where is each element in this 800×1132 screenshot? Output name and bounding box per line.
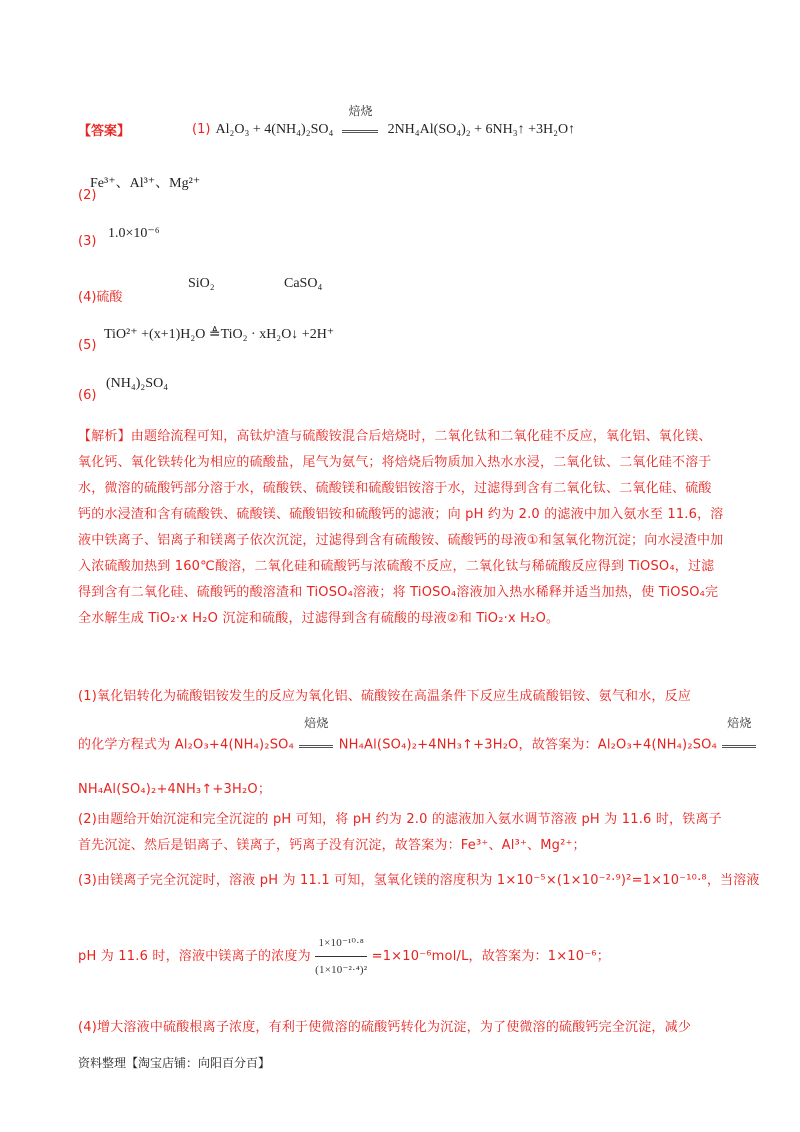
analysis-4: (4)增大溶液中硫酸根离子浓度，有利于使微溶的硫酸钙转化为沉淀，为了使微溶的硫酸钙完全沉淀，减少	[78, 1020, 692, 1035]
analysis-1-eq-middle: NH₄Al(SO₄)₂+4NH₃↑+3H₂O，故答案为：Al₂O₃+4(NH₄)₂SO₄	[338, 737, 718, 753]
analysis-1-condition-arrow-2	[722, 716, 756, 758]
answer-3-value: 1.0×10⁻⁶	[108, 226, 160, 241]
answer-1-number: (1)	[192, 122, 211, 137]
analysis-1-line-a: (1)氧化铝转化为硫酸铝铵发生的反应为氧化铝、硫酸铵在高温条件下反应生成硫酸铝铵、氨气和水，反应	[78, 689, 692, 704]
analysis-3-line-a: (3)由镁离子完全沉淀时，溶液 pH 为 11.1 可知，氢氧化镁的溶度积为 1×10⁻⁵×(1×10⁻²·⁹)²=1×10⁻¹⁰·⁸，当溶液	[78, 873, 760, 888]
analysis-3-text-a: pH 为 11.6 时，溶液中镁离子的浓度为	[78, 949, 311, 964]
analysis-1-condition: 焙烧	[304, 716, 329, 730]
answer-heading: 【答案】	[78, 124, 131, 139]
answer-4-number: (4)硫酸	[78, 290, 123, 305]
answer-4-a: SiO₂	[188, 276, 215, 291]
answer-4-b: CaSO₄	[284, 276, 323, 291]
answer-1-reactants: Al₂O₃ + 4(NH₄)₂SO₄	[215, 122, 334, 137]
analysis-1-condition-2: 焙烧	[727, 716, 752, 730]
answer-5-number: (5)	[78, 338, 97, 353]
answer-5-equation: TiO²⁺ +(x+1)H₂O ≜TiO₂ · xH₂O↓ +2H⁺	[104, 327, 335, 342]
footer-source: 资料整理【淘宝店铺：向阳百分百】	[78, 1056, 271, 1070]
fraction-denominator: (1×10⁻²·⁴)²	[315, 964, 368, 976]
analysis-3-line-b	[78, 930, 610, 983]
answer-2-ions: Fe³⁺、Al³⁺、Mg²⁺	[90, 176, 201, 191]
fraction-numerator: 1×10⁻¹⁰·⁸	[315, 930, 367, 957]
analysis-1-line-b	[78, 716, 757, 759]
answer-3-number: (3)	[78, 234, 97, 249]
answer-2-number: (2)	[78, 188, 97, 203]
analysis-3-fraction	[315, 930, 367, 983]
answer-1-condition: 焙烧	[348, 104, 373, 118]
answer-6-formula: (NH₄)₂SO₄	[106, 376, 169, 391]
answer-1-condition-arrow	[342, 104, 378, 138]
answer-1-products: 2NH₄Al(SO₄)₂ + 6NH₃↑ +3H₂O↑	[387, 122, 576, 137]
analysis-3-text-b: =1×10⁻⁶mol/L，故答案为：1×10⁻⁶；	[371, 949, 610, 964]
analysis-intro: 【解析】由题给流程可知，高钛炉渣与硫酸铵混合后焙烧时，二氧化钛和二氧化硅不反应，氧化铝、氧化镁、氧化钙、氧化铁转化为相应的硫酸盐，尾气为氨气；将焙烧后物质加入热水水浸，二氧化钛、二氧化硅不溶于水，微溶的硫酸钙部分溶于水，硫酸铁、硫酸镁和硫酸铝铵溶于水，过滤得到含有二氧化钛、二氧化硅、硫酸钙的水浸渣和含有硫酸铁、硫酸镁、硫酸铝铵和硫酸钙的滤液；向 pH 约为 2.0 的滤液中加入氨水至 11.6，溶液中铁离子、铝离子和镁离子依次沉淀，过滤得到含有硫酸铵、硫酸钙的母液①和氢氧化物沉淀；向水浸渣中加入浓硫酸加热到 160℃酸溶，二氧化硅和硫酸钙与浓硫酸不反应，二氧化钛与稀硫酸反应得到 TiOSO₄，过滤得到含有二氧化硅、硫酸钙的酸溶渣和 TiOSO₄溶液；将 TiOSO₄溶液加入热水稀释并适当加热，使 TiOSO₄完全水解生成 TiO₂·x H₂O 沉淀和硫酸，过滤得到含有硫酸的母液②和 TiO₂·x H₂O。	[78, 429, 724, 626]
answer-6-number: (6)	[78, 388, 97, 403]
analysis-1-condition-arrow	[299, 716, 333, 758]
answer-1	[192, 104, 576, 138]
analysis-1-eq-start: 的化学方程式为 Al₂O₃+4(NH₄)₂SO₄	[78, 737, 295, 753]
analysis-2: (2)由题给开始沉淀和完全沉淀的 pH 可知，将 pH 约为 2.0 的滤液加入氨水调节溶液 pH 为 11.6 时，铁离子首先沉淀、然后是铝离子、镁离子，钙离子没有沉淀，故答案为：Fe³⁺、Al³⁺、Mg²⁺；	[78, 812, 722, 853]
analysis-1-line-c: NH₄Al(SO₄)₂+4NH₃↑+3H₂O；	[78, 782, 272, 797]
